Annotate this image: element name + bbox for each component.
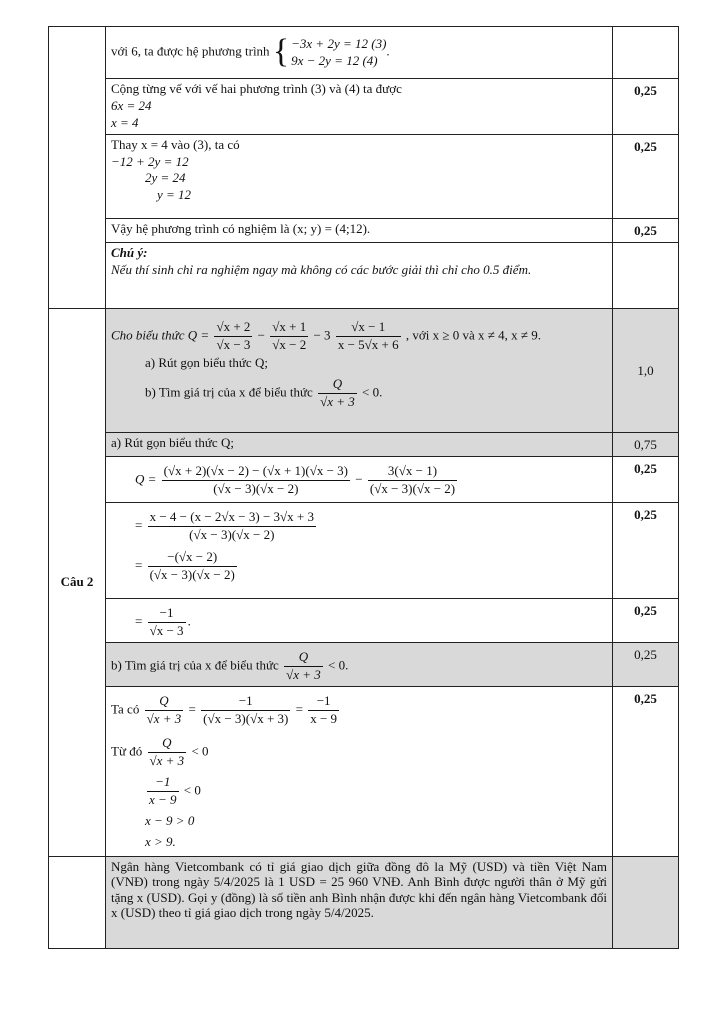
table-row xyxy=(49,79,679,135)
part-b-text: b) Tìm giá trị của x để biểu thức xyxy=(145,384,313,400)
content-cell xyxy=(106,218,613,242)
table-row xyxy=(49,308,679,432)
math-line: 6x = 24 xyxy=(111,97,152,113)
part-a-heading: a) Rút gọn biểu thức Q; xyxy=(111,434,234,450)
table-row xyxy=(49,642,679,686)
table-row xyxy=(49,856,679,948)
fraction: $\frac{√x + 2}{√x - 3}$ xyxy=(216,318,251,352)
math-line: x = 4 xyxy=(111,114,139,130)
condition-text: , với x ≥ 0 và x ≠ 4, x ≠ 9. xyxy=(405,327,542,343)
content-cell xyxy=(106,242,613,308)
fraction: $\frac{Q}{√x + 3}$ xyxy=(149,735,185,769)
fraction: $\frac{3(√x - 1)}{(√x - 3)(√x - 2)}$ xyxy=(369,462,456,496)
score-cell: 0,75 xyxy=(613,432,679,456)
fraction: $\frac{x - 4 - (x - 2√x - 3) - 3√x + 3}{(√x - 3)(√x - 2)}$ xyxy=(149,508,315,542)
content-cell: Cho biểu thức Q = $\frac{√x + 2}{√x - 3}$ − $\frac{√x + 1}{√x - 2}$ − 3 $\frac{√x - 1}{x - 5√x + 6}$ , với x ≥ 0 và x ≠ 4, x ≠ 9. a) Rút gọn biểu thức Q; b) Tìm giá trị của x để biểu thức $\frac{Q}{√x + 3}$ < 0. xyxy=(106,308,613,432)
math-line: −12 + 2y = 12 xyxy=(111,153,189,169)
fraction: $\frac{-1}{√x - 3}$ xyxy=(149,604,184,638)
table-row xyxy=(49,432,679,456)
question-label-cell xyxy=(49,308,106,856)
table-row xyxy=(49,456,679,502)
conclusion-text: Vậy hệ phương trình có nghiệm là (x; y) = (4;12). xyxy=(111,220,371,236)
math-line: x − 9 > 0 xyxy=(145,813,195,829)
note-text: Nếu thí sinh chỉ ra nghiệm ngay mà không có các bước giải thì chỉ cho 0.5 điểm. xyxy=(111,261,532,277)
score-cell: 0,25 xyxy=(613,134,679,218)
question-cell xyxy=(49,27,106,309)
table-row xyxy=(49,598,679,642)
answer-key-table xyxy=(48,26,679,949)
table-row xyxy=(49,502,679,598)
math-line: 2y = 24 xyxy=(145,170,186,186)
score-cell: 0,25 xyxy=(613,456,679,502)
content-cell xyxy=(106,856,613,948)
table-row xyxy=(49,134,679,218)
problem-prefix: Cho biểu thức Q = xyxy=(111,327,210,343)
fraction: $\frac{Q}{√x + 3}$ xyxy=(286,648,321,682)
score-cell xyxy=(613,27,679,79)
equation-system xyxy=(291,35,386,69)
fraction: $\frac{-1}{(√x - 3)(√x + 3)}$ xyxy=(203,692,289,726)
equation-3: −3x + 2y = 12 (3) xyxy=(291,36,387,51)
score-cell: 0,25 xyxy=(613,79,679,135)
fraction: $\frac{√x - 1}{x - 5√x + 6}$ xyxy=(337,318,399,352)
fraction: $\frac{-(√x - 2)}{(√x - 3)(√x - 2)}$ xyxy=(149,549,235,583)
fraction: $\frac{√x + 1}{√x - 2}$ xyxy=(272,318,307,352)
content-cell xyxy=(106,432,613,456)
score-cell: 0,25 xyxy=(613,686,679,856)
content-cell: = $\frac{x - 4 - (x - 2√x - 3) - 3√x + 3}{(√x - 3)(√x - 2)}$ = $\frac{-(√x - 2)}{(√x - 3)(√x - 2)}$ xyxy=(106,502,613,598)
math-line: y = 12 xyxy=(157,187,192,203)
score-cell xyxy=(613,242,679,308)
content-cell xyxy=(106,134,613,218)
score-cell xyxy=(613,856,679,948)
table-row xyxy=(49,242,679,308)
table-row xyxy=(49,218,679,242)
fraction: $\frac{-1}{x - 9}$ xyxy=(310,692,338,726)
part-a-text: a) Rút gọn biểu thức Q; xyxy=(145,355,268,371)
score-cell: 0,25 xyxy=(613,598,679,642)
math-line: x > 9. xyxy=(145,833,176,849)
problem-text: Ngân hàng Vietcombank có tỉ giá giao dịch giữa đồng đô la Mỹ (USD) và tiền Việt Nam (VNĐ) trong ngày 5/4/2025 là 1 USD = 25 960 VNĐ. Anh Bình được người thân ở Mỹ gửi tặng x (USD). Gọi y (đồng) là số tiền anh Bình nhận được khi đến ngân hàng Vietcombank đổi x (USD) theo tỉ giá giao dịch trong ngày 5/4/2025. xyxy=(111,858,607,921)
score-cell: 0,25 xyxy=(613,642,679,686)
equation-4: 9x − 2y = 12 (4) xyxy=(291,53,378,68)
fraction: $\frac{Q}{√x + 3}$ xyxy=(320,376,355,410)
content-cell: = $\frac{-1}{√x - 3}$ . xyxy=(106,598,613,642)
brace-symbol: { xyxy=(272,33,290,70)
content-cell: Q = $\frac{(√x + 2)(√x - 2) - (√x + 1)(√x - 3)}{(√x - 3)(√x - 2)}$ − $\frac{3(√x - 1)}{(√x - 3)(√x - 2)}$ xyxy=(106,456,613,502)
content-cell: b) Tìm giá trị của x để biểu thức $\frac{Q}{√x + 3}$ < 0. xyxy=(106,642,613,686)
table-row xyxy=(49,686,679,856)
fraction: $\frac{Q}{√x + 3}$ xyxy=(146,692,182,726)
question-label: Câu 2 xyxy=(60,573,94,589)
content-cell xyxy=(106,79,613,135)
part-b-heading: b) Tìm giá trị của x để biểu thức xyxy=(111,657,279,673)
question-cell xyxy=(49,856,106,948)
fraction: $\frac{-1}{x - 9}$ xyxy=(149,774,177,808)
table-row xyxy=(49,27,679,79)
score-cell: 0,25 xyxy=(613,218,679,242)
score-cell: 1,0 xyxy=(613,308,679,432)
content-cell: với 6, ta được hệ phương trình { −3x + 2y = 12 (3) 9x − 2y = 12 (4) . xyxy=(106,27,613,79)
step-text: Cộng từng vế với vế hai phương trình (3) và (4) ta được xyxy=(111,81,402,96)
step-text: Thay x = 4 vào (3), ta có xyxy=(111,136,240,152)
note-title: Chú ý: xyxy=(111,244,148,260)
system-intro: với 6, ta được hệ phương trình xyxy=(111,43,270,59)
content-cell: Ta có $\frac{Q}{√x + 3}$ = $\frac{-1}{(√x - 3)(√x + 3)}$ = $\frac{-1}{x - 9}$ Từ đó $\frac{Q}{√x + 3}$ < 0 $\frac{-1}{x - 9}$ < 0 x − 9 > 0 x > 9. xyxy=(106,686,613,856)
fraction: $\frac{(√x + 2)(√x - 2) - (√x + 1)(√x - 3)}{(√x - 3)(√x - 2)}$ xyxy=(163,462,349,496)
score-cell: 0,25 xyxy=(613,502,679,598)
